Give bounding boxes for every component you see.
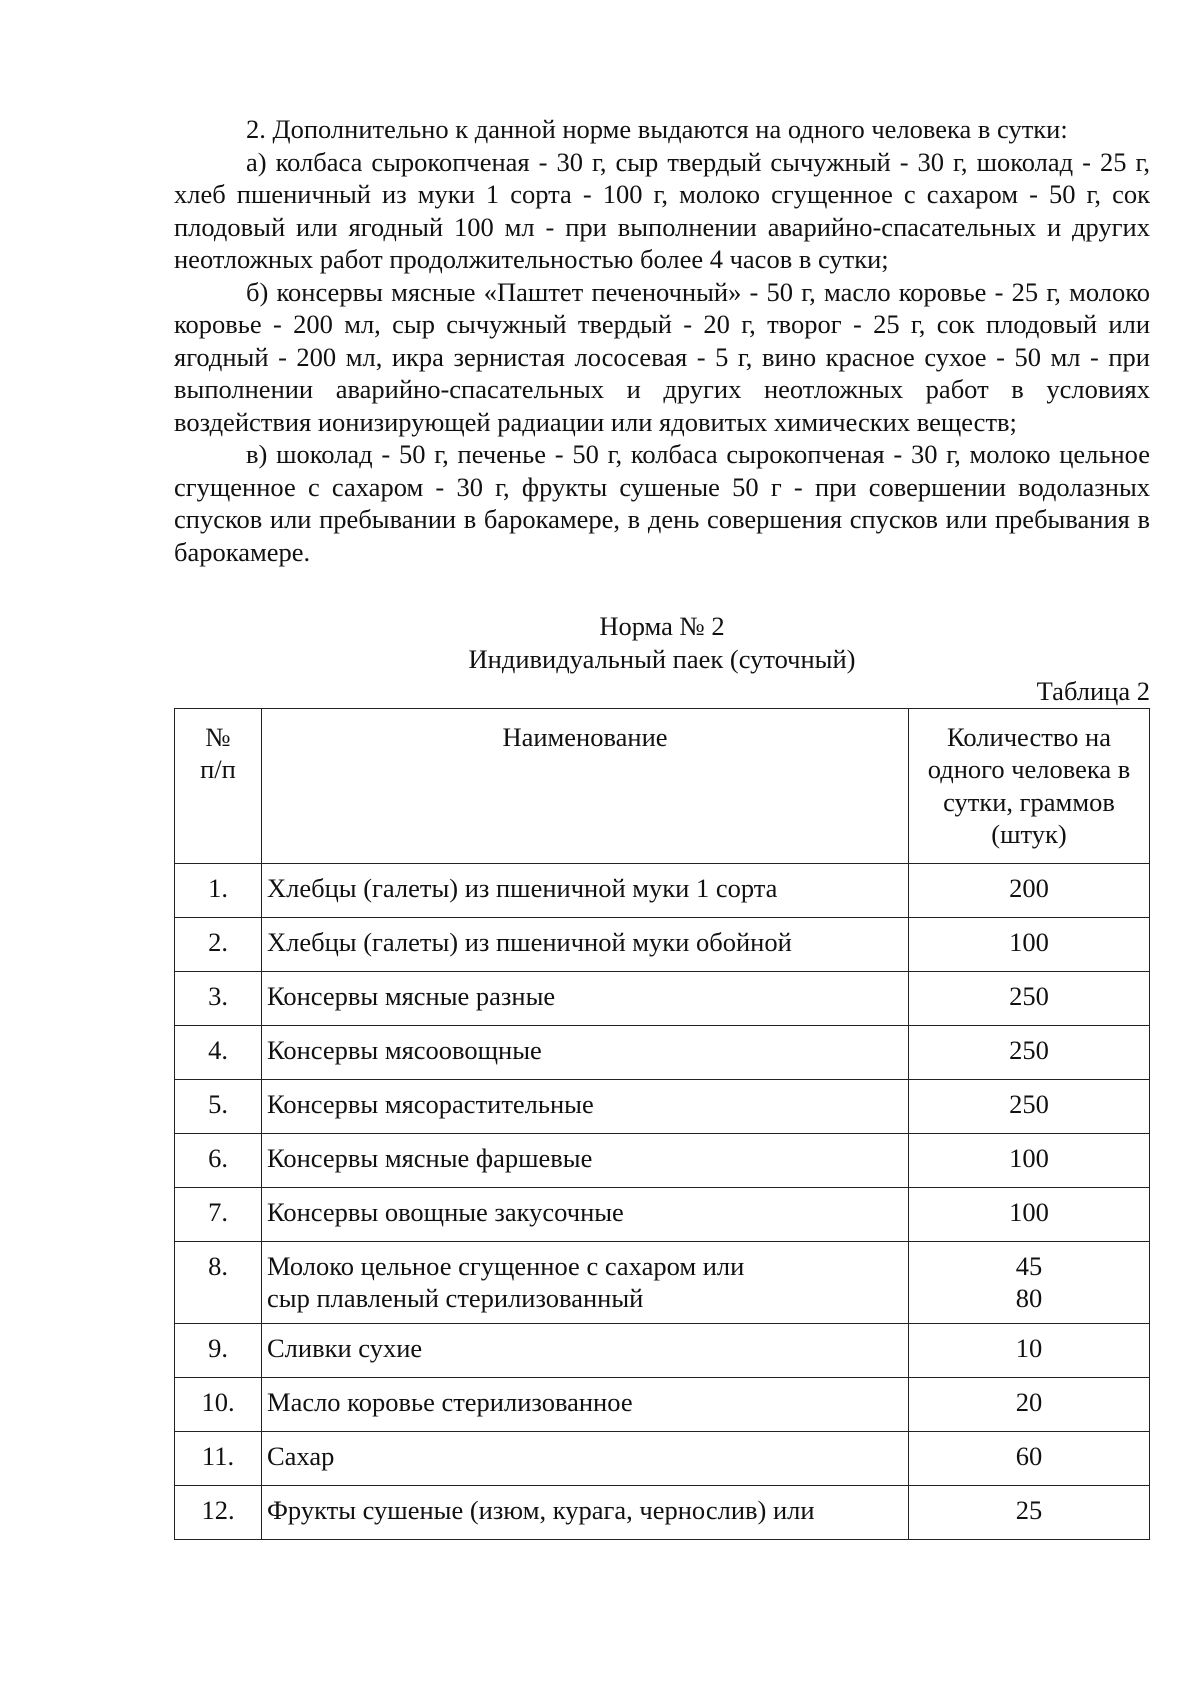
header-qty-line: сутки, граммов: [943, 786, 1115, 817]
row-name-line: Консервы мясные фаршевые: [267, 1142, 593, 1173]
row-number: 1.: [175, 863, 262, 917]
table-row: [175, 1187, 1150, 1241]
header-qty-line: одного человека в: [927, 754, 1131, 784]
table-row: [175, 971, 1150, 1025]
header-num-line: п/п: [200, 754, 236, 784]
row-quantity-line: 100: [1009, 1196, 1049, 1227]
row-name-line: Сливки сухие: [267, 1332, 423, 1363]
row-name: [262, 1323, 909, 1377]
row-number: 5.: [175, 1079, 262, 1133]
header-qty-line: (штук): [991, 819, 1067, 849]
row-name: [262, 1079, 909, 1133]
row-name-line: Консервы мясные разные: [267, 980, 556, 1011]
row-name: [262, 1187, 909, 1241]
row-quantity-line: 20: [1015, 1386, 1043, 1417]
row-quantity-line: 100: [1009, 1142, 1049, 1173]
row-number: 11.: [175, 1431, 262, 1485]
row-name: [262, 863, 909, 917]
row-quantity-line: 200: [1009, 872, 1049, 903]
table-body: [175, 863, 1150, 1539]
row-number: 10.: [175, 1377, 262, 1431]
table-row: [175, 917, 1150, 971]
row-name-line: Фрукты сушеные (изюм, курага, чернослив) или: [267, 1494, 815, 1525]
row-number: 9.: [175, 1323, 262, 1377]
row-name: [262, 1431, 909, 1485]
row-name-line: Сахар: [267, 1440, 335, 1471]
table-header-row: [175, 708, 1150, 863]
row-quantity: [909, 1025, 1150, 1079]
row-name-line: Молоко цельное сгущенное с сахаром или: [267, 1250, 745, 1281]
row-name: [262, 1241, 909, 1323]
table-label: Таблица 2: [1036, 676, 1150, 706]
row-name-line: Хлебцы (галеты) из пшеничной муки 1 сорта: [267, 872, 778, 903]
row-name-line: Консервы мясорастительные: [267, 1088, 594, 1119]
ration-table: [174, 708, 1150, 1540]
table-row: [175, 1485, 1150, 1539]
table-row: [175, 1133, 1150, 1187]
row-quantity-line: 250: [1009, 980, 1049, 1011]
row-quantity-line: 45: [1015, 1250, 1043, 1281]
row-quantity: [909, 1079, 1150, 1133]
row-name: [262, 1377, 909, 1431]
norm-title: Норма № 2: [599, 611, 725, 641]
row-number: 12.: [175, 1485, 262, 1539]
row-quantity: [909, 1377, 1150, 1431]
row-quantity-line: 100: [1009, 926, 1049, 957]
row-number: 2.: [175, 917, 262, 971]
row-name: [262, 1133, 909, 1187]
row-name-line: Консервы мясоовощные: [267, 1034, 542, 1065]
table-row: [175, 1377, 1150, 1431]
row-name-line: сыр плавленый стерилизованный: [267, 1283, 644, 1313]
row-quantity: [909, 1431, 1150, 1485]
table-row: [175, 1241, 1150, 1323]
row-number: 8.: [175, 1241, 262, 1323]
header-qty-line: Количество на: [947, 721, 1111, 752]
table-row: [175, 863, 1150, 917]
row-quantity: [909, 1133, 1150, 1187]
paragraph-intro: 2. Дополнительно к данной норме выдаются на одного человека в сутки:: [246, 114, 1068, 144]
paragraph-b: б) консервы мясные «Паштет печеночный» - 50 г, масло коровье - 25 г, молоко коровье - 200 мл, сыр сычужный твердый - 20 г, творог - 25 г, сок плодовый или ягодный - 200 мл, икра зернистая лососевая - 5 г, вино красное сухое - 50 мл - при выполнении аварийно-спасательных и других неотложных работ в условиях воздействия ионизирующей радиации или ядовитых химических веществ;: [174, 276, 1150, 437]
row-quantity: [909, 863, 1150, 917]
row-quantity-line: 60: [1015, 1440, 1043, 1471]
table-row: [175, 1025, 1150, 1079]
row-quantity-line: 80: [1015, 1283, 1043, 1313]
row-name: [262, 971, 909, 1025]
paragraph-c: в) шоколад - 50 г, печенье - 50 г, колбаса сырокопченая - 30 г, молоко цельное сгущенное с сахаром - 30 г, фрукты сушеные 50 г - при совершении водолазных спусков или пребывании в барокамере, в день совершения спусков или пребывания в барокамере.: [174, 439, 1150, 567]
row-quantity-line: 25: [1015, 1494, 1043, 1525]
table-row: [175, 1079, 1150, 1133]
row-number: 6.: [175, 1133, 262, 1187]
row-quantity: [909, 1187, 1150, 1241]
table-row: [175, 1323, 1150, 1377]
row-number: 7.: [175, 1187, 262, 1241]
header-name: Наименование: [262, 708, 909, 863]
header-num-line: №: [205, 721, 231, 752]
header-qty: [909, 708, 1150, 863]
row-quantity: [909, 1241, 1150, 1323]
norm-subtitle: Индивидуальный паек (суточный): [468, 643, 856, 674]
paragraph-a: а) колбаса сырокопченая - 30 г, сыр твердый сычужный - 30 г, шоколад - 25 г, хлеб пшеничный из муки 1 сорта - 100 г, молоко сгущенное с сахаром - 50 г, сок плодовый или ягодный 100 мл - при выполнении аварийно-спасательных и других неотложных работ продолжительностью более 4 часов в сутки;: [174, 146, 1150, 274]
row-name-line: Хлебцы (галеты) из пшеничной муки обойной: [267, 926, 792, 957]
row-quantity: [909, 971, 1150, 1025]
row-quantity: [909, 917, 1150, 971]
header-num: [175, 708, 262, 863]
row-name-line: Масло коровье стерилизованное: [267, 1386, 633, 1417]
row-name: [262, 917, 909, 971]
row-quantity-line: 250: [1009, 1088, 1049, 1119]
row-quantity: [909, 1485, 1150, 1539]
row-name-line: Консервы овощные закусочные: [267, 1196, 624, 1227]
table-row: [175, 1431, 1150, 1485]
row-quantity-line: 250: [1009, 1034, 1049, 1065]
row-quantity-line: 10: [1015, 1332, 1043, 1363]
row-quantity: [909, 1323, 1150, 1377]
document-page: [174, 113, 1150, 1540]
row-name: [262, 1025, 909, 1079]
row-name: [262, 1485, 909, 1539]
row-number: 3.: [175, 971, 262, 1025]
row-number: 4.: [175, 1025, 262, 1079]
